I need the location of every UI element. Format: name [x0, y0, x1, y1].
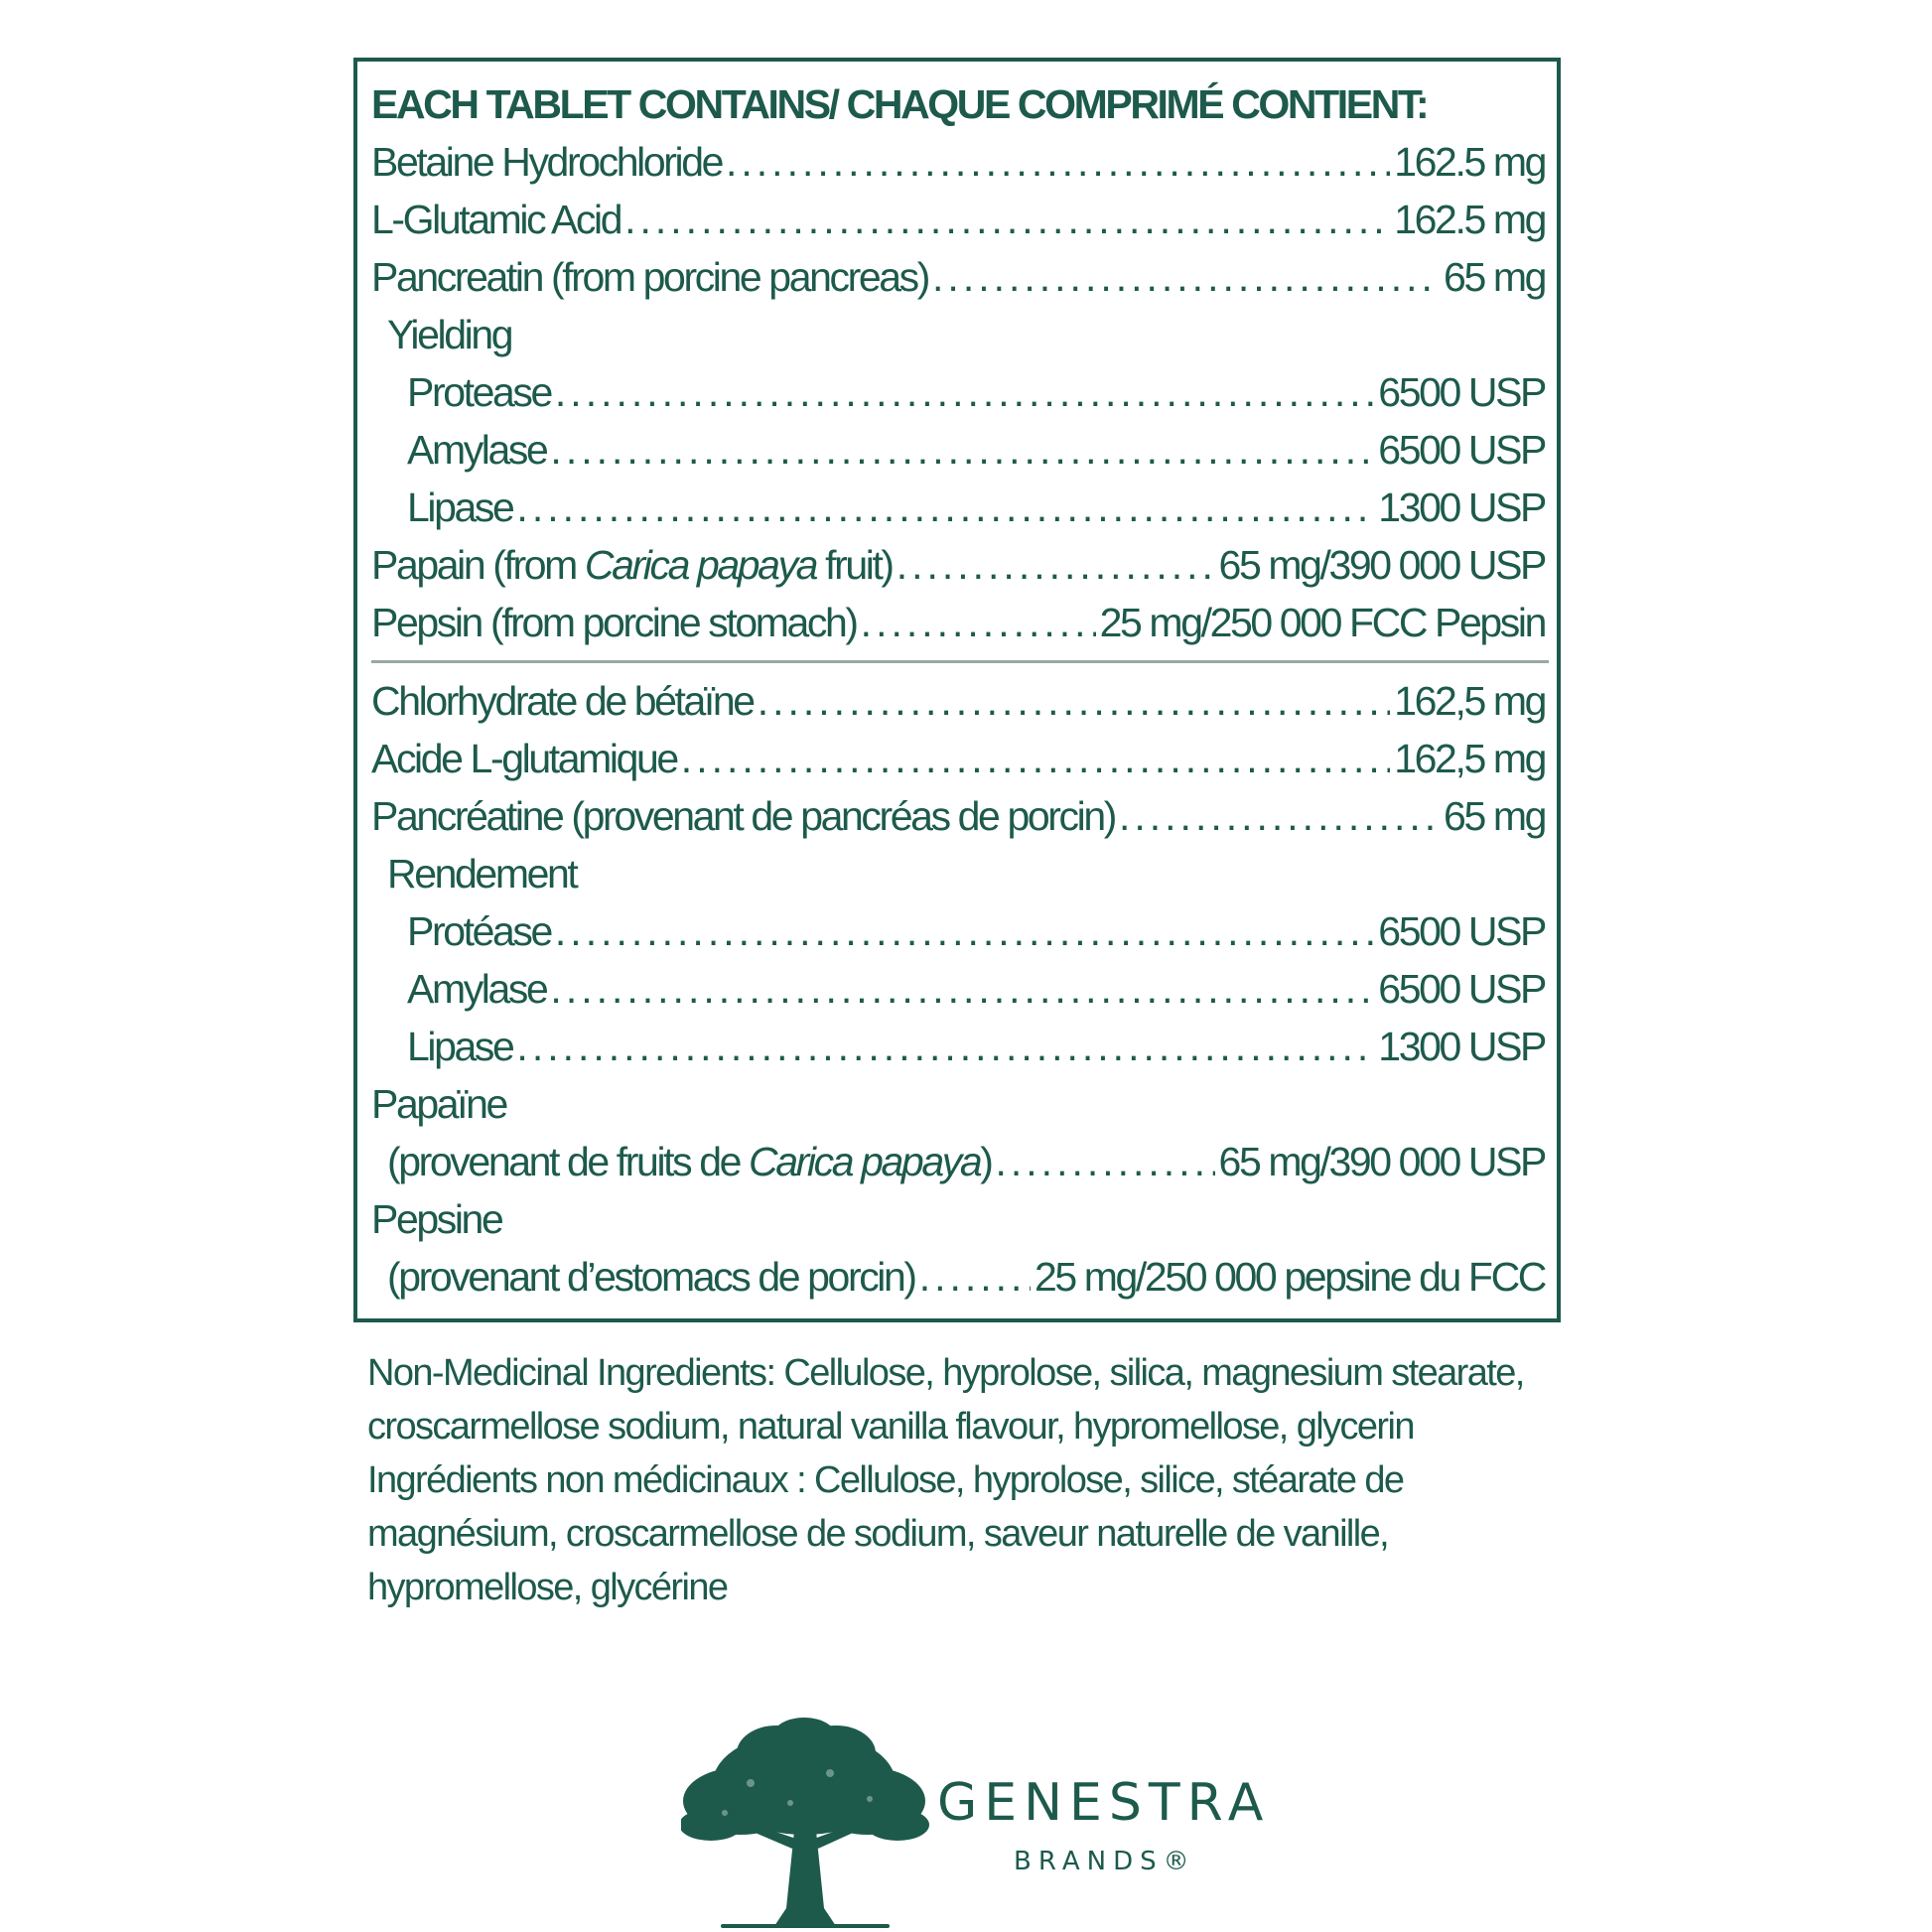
ingredient-row [371, 845, 1545, 902]
ingredient-name [387, 1248, 915, 1306]
ingredient-name [371, 191, 621, 248]
ingredient-name [387, 845, 576, 902]
ingredient-name-suffix: ) [980, 1139, 992, 1184]
brand-subtitle: BRANDS® [1014, 1847, 1196, 1876]
ingredient-row [371, 191, 1545, 248]
ingredient-amount: 6500 USP [1378, 908, 1545, 954]
ingredient-name [407, 421, 546, 479]
ingredient-row [371, 1075, 1545, 1133]
panel-heading: EACH TABLET CONTAINS/ CHAQUE COMPRIMÉ CONTIENT: [371, 81, 1428, 127]
non-medicinal-ingredients [367, 1346, 1539, 1614]
non-medicinal-english: Non-Medicinal Ingredients: Cellulose, hyprolose, silica, magnesium stearate, croscarmellose sodium, natural vanilla flavour, hypromellose, glycerin [367, 1352, 1524, 1448]
dot-leader [726, 133, 1390, 191]
ingredient-name-text: Lipase [407, 484, 513, 530]
language-divider [371, 660, 1549, 663]
dot-leader [861, 594, 1096, 651]
ingredient-name-text: Lipase [407, 1024, 513, 1069]
ingredient-name-text: (provenant d’estomacs de porcin) [387, 1254, 915, 1300]
ingredient-amount: 6500 USP [1378, 427, 1545, 473]
ingredient-name-text: Protéase [407, 908, 551, 954]
dot-leader [555, 363, 1374, 421]
ingredients-panel [353, 58, 1561, 1322]
ingredient-row [371, 1018, 1545, 1075]
ingredient-name [371, 787, 1115, 845]
ingredient-name [371, 730, 677, 787]
ingredient-amount: 25 mg/250 000 pepsine du FCC [1034, 1254, 1545, 1300]
ingredient-name [407, 960, 546, 1018]
tree-icon [681, 1714, 929, 1932]
ingredient-name-text: L-Glutamic Acid [371, 197, 621, 242]
ingredient-name-text: Pepsin (from porcine stomach) [371, 600, 857, 645]
dot-leader [1119, 787, 1440, 845]
ingredient-row [371, 730, 1545, 787]
ingredient-name-text: Pancreatin (from porcine pancreas) [371, 254, 929, 300]
ingredient-amount: 162.5 mg [1394, 139, 1545, 185]
ingredient-row [371, 248, 1545, 306]
dot-leader [624, 191, 1390, 248]
ingredient-name-text: Acide L-glutamique [371, 736, 677, 781]
ingredient-name [387, 1133, 992, 1190]
ingredient-name [371, 248, 928, 306]
ingredient-name [387, 306, 511, 363]
ingredient-species: Carica papaya [584, 542, 817, 588]
ingredient-row [371, 421, 1545, 479]
ingredient-name [407, 363, 551, 421]
french-ingredient-list [371, 672, 1545, 1306]
ingredient-row [371, 902, 1545, 960]
ingredient-name [371, 1190, 501, 1248]
dot-leader [516, 479, 1374, 536]
ingredient-name-text: Protease [407, 369, 551, 415]
ingredient-amount: 65 mg [1444, 254, 1545, 300]
ingredient-amount: 65 mg/390 000 USP [1218, 1139, 1545, 1184]
non-medicinal-french: Ingrédients non médicinaux : Cellulose, hyprolose, silice, stéarate de magnésium, croscarmellose de sodium, saveur naturelle de vanille, hypromellose, glycérine [367, 1459, 1404, 1608]
dot-leader [550, 960, 1374, 1018]
ingredient-name [407, 902, 551, 960]
ingredient-name-text: Amylase [407, 427, 547, 473]
ingredient-name [371, 133, 722, 191]
ingredient-row [371, 787, 1545, 845]
ingredient-row [371, 960, 1545, 1018]
ingredient-species: Carica papaya [749, 1139, 981, 1184]
ingredient-name-text: Papaïne [371, 1081, 506, 1127]
ingredient-name-text: Yielding [387, 312, 512, 357]
dot-leader [897, 536, 1215, 594]
ingredient-name [371, 594, 857, 651]
ingredient-row [371, 1248, 1545, 1306]
ingredient-amount: 1300 USP [1378, 484, 1545, 530]
dot-leader [932, 248, 1440, 306]
ingredient-name [371, 1075, 506, 1133]
dot-leader [996, 1133, 1215, 1190]
ingredient-row [371, 594, 1545, 651]
ingredient-amount: 162,5 mg [1394, 736, 1545, 781]
ingredient-name [371, 672, 754, 730]
ingredient-amount: 6500 USP [1378, 369, 1545, 415]
ingredient-amount: 162,5 mg [1394, 678, 1545, 724]
english-ingredient-list [371, 133, 1545, 651]
ingredient-row [371, 133, 1545, 191]
ingredient-row [371, 306, 1545, 363]
dot-leader [516, 1018, 1374, 1075]
ingredient-row [371, 1190, 1545, 1248]
ingredient-name-text: (provenant de fruits de [387, 1139, 750, 1184]
ingredient-name-text: Chlorhydrate de bétaïne [371, 678, 754, 724]
ingredient-name-text: Rendement [387, 851, 577, 897]
brand-logo [681, 1714, 1271, 1932]
ingredient-name [371, 536, 893, 594]
ingredient-name-suffix: fruit) [816, 542, 893, 588]
ingredient-name-text: Pancréatine (provenant de pancréas de porcin) [371, 793, 1115, 839]
ingredient-row [371, 363, 1545, 421]
ingredient-row [371, 536, 1545, 594]
ingredient-name-text: Papain (from [371, 542, 585, 588]
ingredient-name-text: Pepsine [371, 1196, 502, 1242]
dot-leader [919, 1248, 1031, 1306]
ingredient-amount: 6500 USP [1378, 966, 1545, 1012]
ingredient-amount: 25 mg/250 000 FCC Pepsin [1099, 600, 1545, 645]
ingredient-name [407, 1018, 512, 1075]
ingredient-name-text: Betaine Hydrochloride [371, 139, 722, 185]
ingredient-amount: 65 mg [1444, 793, 1545, 839]
ingredient-amount: 1300 USP [1378, 1024, 1545, 1069]
ingredient-amount: 162.5 mg [1394, 197, 1545, 242]
ingredient-amount: 65 mg/390 000 USP [1218, 542, 1545, 588]
ingredient-row [371, 1133, 1545, 1190]
ingredient-name [407, 479, 512, 536]
dot-leader [681, 730, 1390, 787]
dot-leader [555, 902, 1374, 960]
ingredient-row [371, 672, 1545, 730]
ingredient-name-text: Amylase [407, 966, 547, 1012]
dot-leader [550, 421, 1374, 479]
brand-name: GENESTRA [937, 1773, 1271, 1833]
ingredient-row [371, 479, 1545, 536]
dot-leader [758, 672, 1391, 730]
